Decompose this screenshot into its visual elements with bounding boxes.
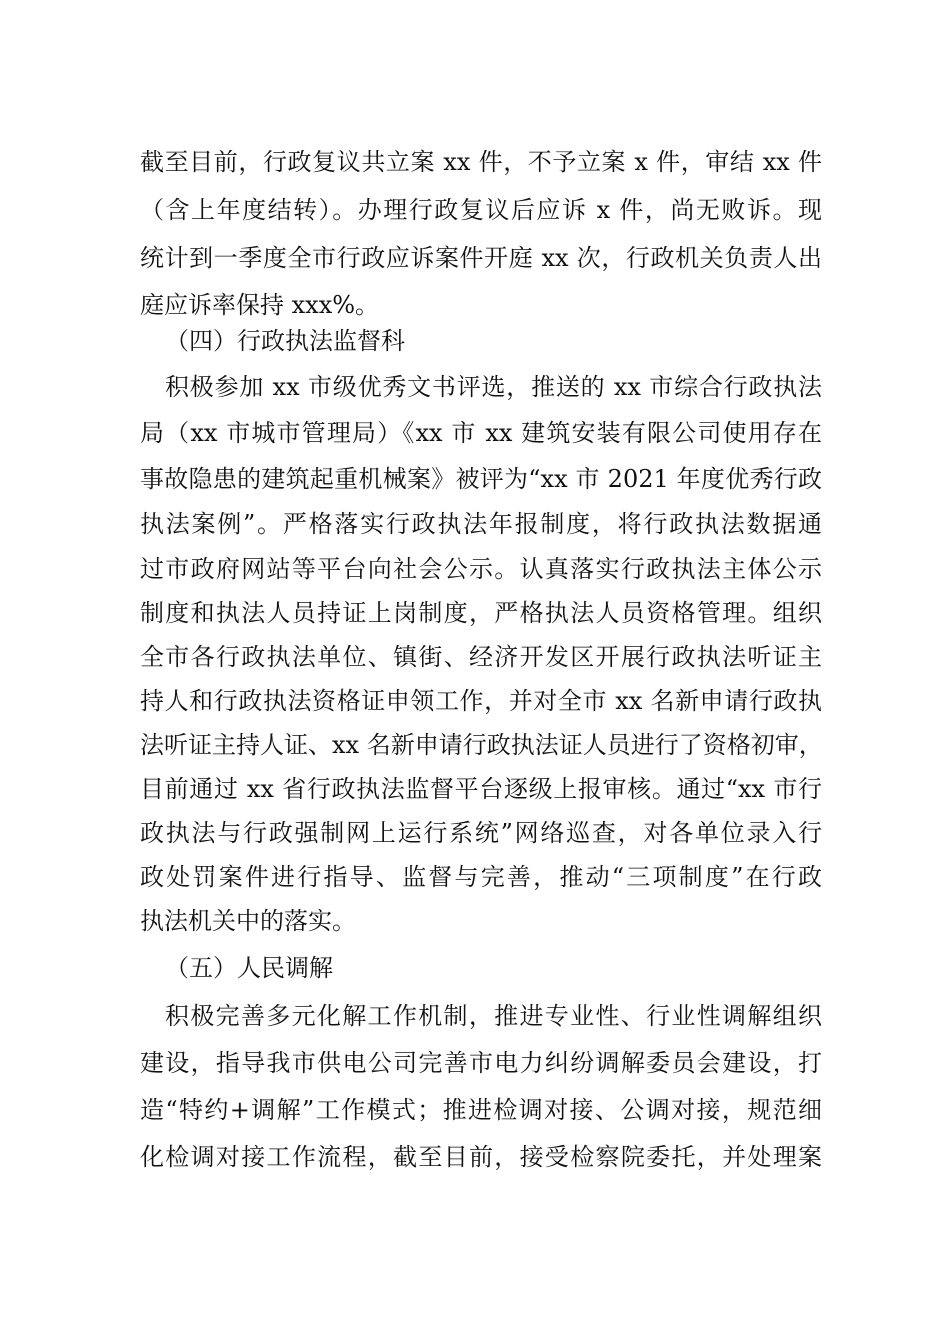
body-text-line: 执法机关中的落实。: [140, 907, 356, 935]
body-text-line: 截至目前，行政复议共立案 xx 件，不予立案 x 件，审结 xx 件: [140, 148, 822, 176]
body-text-line: 建设，指导我市供电公司完善市电力纠纷调解委员会建设，打: [140, 1049, 822, 1077]
body-text-line: 制度和执法人员持证上岗制度，严格执法人员资格管理。组织: [140, 599, 822, 627]
body-text-line: 持人和行政执法资格证申领工作，并对全市 xx 名新申请行政执: [140, 687, 822, 715]
body-text-line: 造“特约+调解”工作模式；推进检调对接、公调对接，规范细: [140, 1096, 822, 1124]
body-text-line: 政执法与行政强制网上运行系统”网络巡查，对各单位录入行: [140, 819, 822, 847]
body-text-line: 过市政府网站等平台向社会公示。认真落实行政执法主体公示: [140, 555, 822, 583]
body-text-line: 法听证主持人证、xx 名新申请行政执法证人员进行了资格初审，: [140, 731, 823, 759]
paragraph-first-line: 积极完善多元化解工作机制，推进专业性、行业性调解组织: [165, 1002, 822, 1030]
body-text-line: （含上年度结转）。办理行政复议后应诉 x 件，尚无败诉。现: [140, 196, 822, 224]
body-text-line: 政处罚案件进行指导、监督与完善，推动“三项制度”在行政: [140, 863, 822, 891]
section-heading-4: （四）行政执法监督科: [165, 327, 405, 355]
body-text-line: 统计到一季度全市行政应诉案件开庭 xx 次，行政机关负责人出: [140, 244, 822, 272]
body-text-line: 目前通过 xx 省行政执法监督平台逐级上报审核。通过“xx 市行: [140, 775, 822, 803]
section-heading-5: （五）人民调解: [165, 954, 333, 982]
body-text-line: 执法案例”。严格落实行政执法年报制度，将行政执法数据通: [140, 510, 822, 538]
body-text-line: 全市各行政执法单位、镇街、经济开发区开展行政执法听证主: [140, 643, 822, 671]
body-text-line: 化检调对接工作流程，截至目前，接受检察院委托，并处理案: [140, 1143, 822, 1171]
body-text-line: 庭应诉率保持 xxx%。: [140, 291, 380, 319]
body-text-line: 局（xx 市城市管理局）《xx 市 xx 建筑安装有限公司使用存在: [140, 419, 822, 447]
body-text-line: 事故隐患的建筑起重机械案》被评为“xx 市 2021 年度优秀行政: [140, 465, 822, 493]
paragraph-first-line: 积极参加 xx 市级优秀文书评选，推送的 xx 市综合行政执法: [165, 373, 822, 401]
